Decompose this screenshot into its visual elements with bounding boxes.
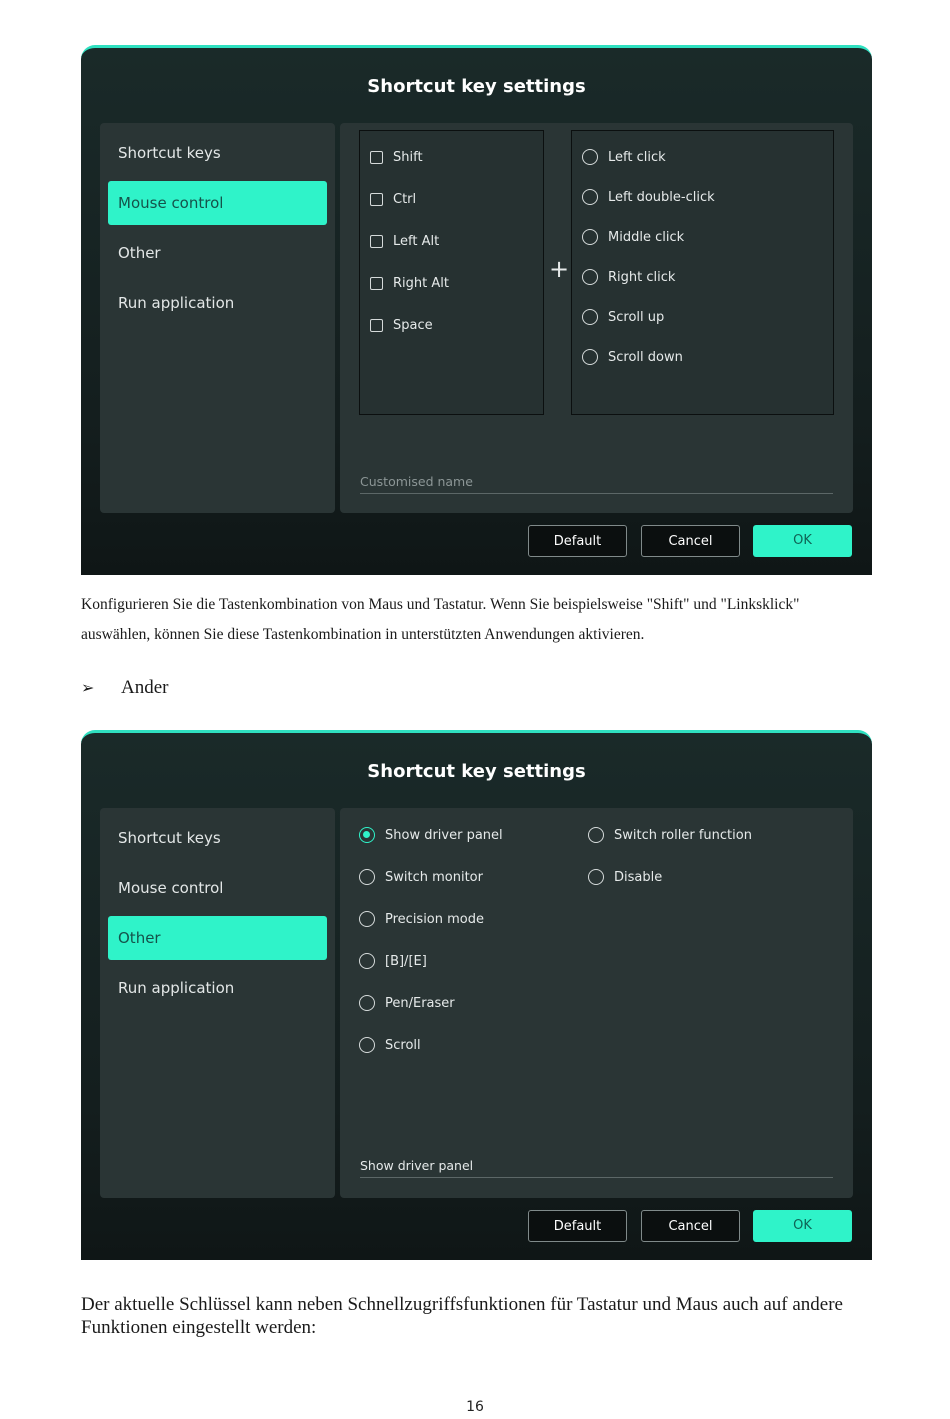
radio-icon[interactable]	[359, 911, 375, 927]
sidebar	[100, 123, 335, 513]
sidebar-item-shortcut-keys[interactable]: Shortcut keys	[118, 144, 221, 162]
checkbox-icon[interactable]	[370, 235, 383, 248]
option-label: Scroll	[385, 1038, 421, 1053]
action-left-click[interactable]	[582, 148, 666, 168]
radio-icon[interactable]	[359, 995, 375, 1011]
radio-icon[interactable]	[588, 869, 604, 885]
bullet-item	[81, 677, 169, 701]
radio-icon[interactable]	[582, 309, 598, 325]
page-number: 16	[466, 1399, 484, 1415]
radio-icon[interactable]	[588, 827, 604, 843]
default-button[interactable]: Default	[528, 525, 627, 557]
modifier-ctrl[interactable]	[370, 190, 416, 210]
radio-icon[interactable]	[359, 953, 375, 969]
action-label: Right click	[608, 270, 676, 285]
option-label: Pen/Eraser	[385, 996, 455, 1011]
dialog-title: Shortcut key settings	[367, 761, 586, 782]
modifier-label: Ctrl	[393, 192, 417, 207]
option-label: Switch roller function	[614, 828, 752, 843]
checkbox-icon[interactable]	[370, 151, 383, 164]
option-label: Show driver panel	[385, 828, 503, 843]
radio-icon[interactable]	[359, 869, 375, 885]
sidebar-item-run-application[interactable]: Run application	[118, 294, 235, 312]
checkbox-icon[interactable]	[370, 277, 383, 290]
action-scroll-up[interactable]	[582, 308, 664, 328]
action-middle-click[interactable]	[582, 228, 684, 248]
action-label: Middle click	[608, 230, 685, 245]
sidebar	[100, 808, 335, 1198]
sidebar-item-other[interactable]: Other	[118, 244, 161, 262]
option-label: [B]/[E]	[385, 954, 427, 969]
action-left-double-click[interactable]	[582, 188, 715, 208]
settings-panel	[340, 808, 853, 1198]
radio-selected-icon[interactable]	[359, 827, 375, 843]
shortcut-dialog-other	[81, 730, 872, 1260]
ok-button[interactable]: OK	[753, 525, 852, 557]
radio-icon[interactable]	[582, 229, 598, 245]
description-paragraph: Der aktuelle Schlüssel kann neben Schnellzugriffsfunktionen für Tastatur und Maus auch auf andere Funktionen eingestellt werden:	[81, 1294, 843, 1338]
radio-icon[interactable]	[359, 1037, 375, 1053]
action-scroll-down[interactable]	[582, 348, 683, 368]
checkbox-icon[interactable]	[370, 193, 383, 206]
modifier-label: Left Alt	[393, 234, 440, 249]
modifier-space[interactable]	[370, 316, 433, 336]
radio-icon[interactable]	[582, 269, 598, 285]
modifier-label: Right Alt	[393, 276, 449, 291]
bullet-arrow-icon: ➢	[81, 678, 95, 697]
custom-name-input[interactable]: Customised name	[360, 471, 833, 494]
radio-icon[interactable]	[582, 349, 598, 365]
radio-icon[interactable]	[582, 149, 598, 165]
sidebar-item-mouse-control[interactable]: Mouse control	[118, 879, 224, 897]
action-right-click[interactable]	[582, 268, 675, 288]
option-label: Switch monitor	[385, 870, 483, 885]
mouse-action-list	[571, 130, 834, 415]
cancel-button[interactable]: Cancel	[641, 525, 740, 557]
option-precision-mode[interactable]	[359, 910, 484, 930]
action-label: Scroll up	[608, 310, 665, 325]
modifier-shift[interactable]	[370, 148, 423, 168]
action-label: Left double-click	[608, 190, 715, 205]
sidebar-item-mouse-control[interactable]: Mouse control	[108, 181, 327, 225]
default-button[interactable]: Default	[528, 1210, 627, 1242]
modifier-list	[359, 130, 544, 415]
modifier-label: Space	[393, 318, 433, 333]
modifier-right-alt[interactable]	[370, 274, 449, 294]
option-scroll[interactable]	[359, 1036, 421, 1056]
ok-button[interactable]: OK	[753, 1210, 852, 1242]
bullet-text: Ander	[121, 677, 169, 698]
option-show-driver-panel[interactable]	[359, 826, 503, 846]
radio-icon[interactable]	[582, 189, 598, 205]
plus-icon: +	[549, 255, 570, 283]
option-disable[interactable]	[588, 868, 662, 888]
shortcut-dialog-mouse	[81, 45, 872, 575]
checkbox-icon[interactable]	[370, 319, 383, 332]
sidebar-item-shortcut-keys[interactable]: Shortcut keys	[118, 829, 221, 847]
modifier-label: Shift	[393, 150, 423, 165]
option-label: Disable	[614, 870, 663, 885]
dialog-title: Shortcut key settings	[367, 76, 586, 97]
action-label: Scroll down	[608, 350, 683, 365]
settings-panel	[340, 123, 853, 513]
cancel-button[interactable]: Cancel	[641, 1210, 740, 1242]
option-b-e[interactable]	[359, 952, 427, 972]
modifier-left-alt[interactable]	[370, 232, 439, 252]
custom-name-input[interactable]: Show driver panel	[360, 1155, 833, 1178]
option-pen-eraser[interactable]	[359, 994, 455, 1014]
action-label: Left click	[608, 150, 666, 165]
sidebar-item-other[interactable]: Other	[108, 916, 327, 960]
sidebar-item-run-application[interactable]: Run application	[118, 979, 235, 997]
option-switch-monitor[interactable]	[359, 868, 483, 888]
option-switch-roller-function[interactable]	[588, 826, 752, 846]
description-paragraph: Konfigurieren Sie die Tastenkombination von Maus und Tastatur. Wenn Sie beispielsweise "Shift" und "Linksklick" auswählen, können Sie diese Tastenkombination in unterstützten Anwendungen aktivieren.	[81, 596, 800, 643]
option-label: Precision mode	[385, 912, 485, 927]
